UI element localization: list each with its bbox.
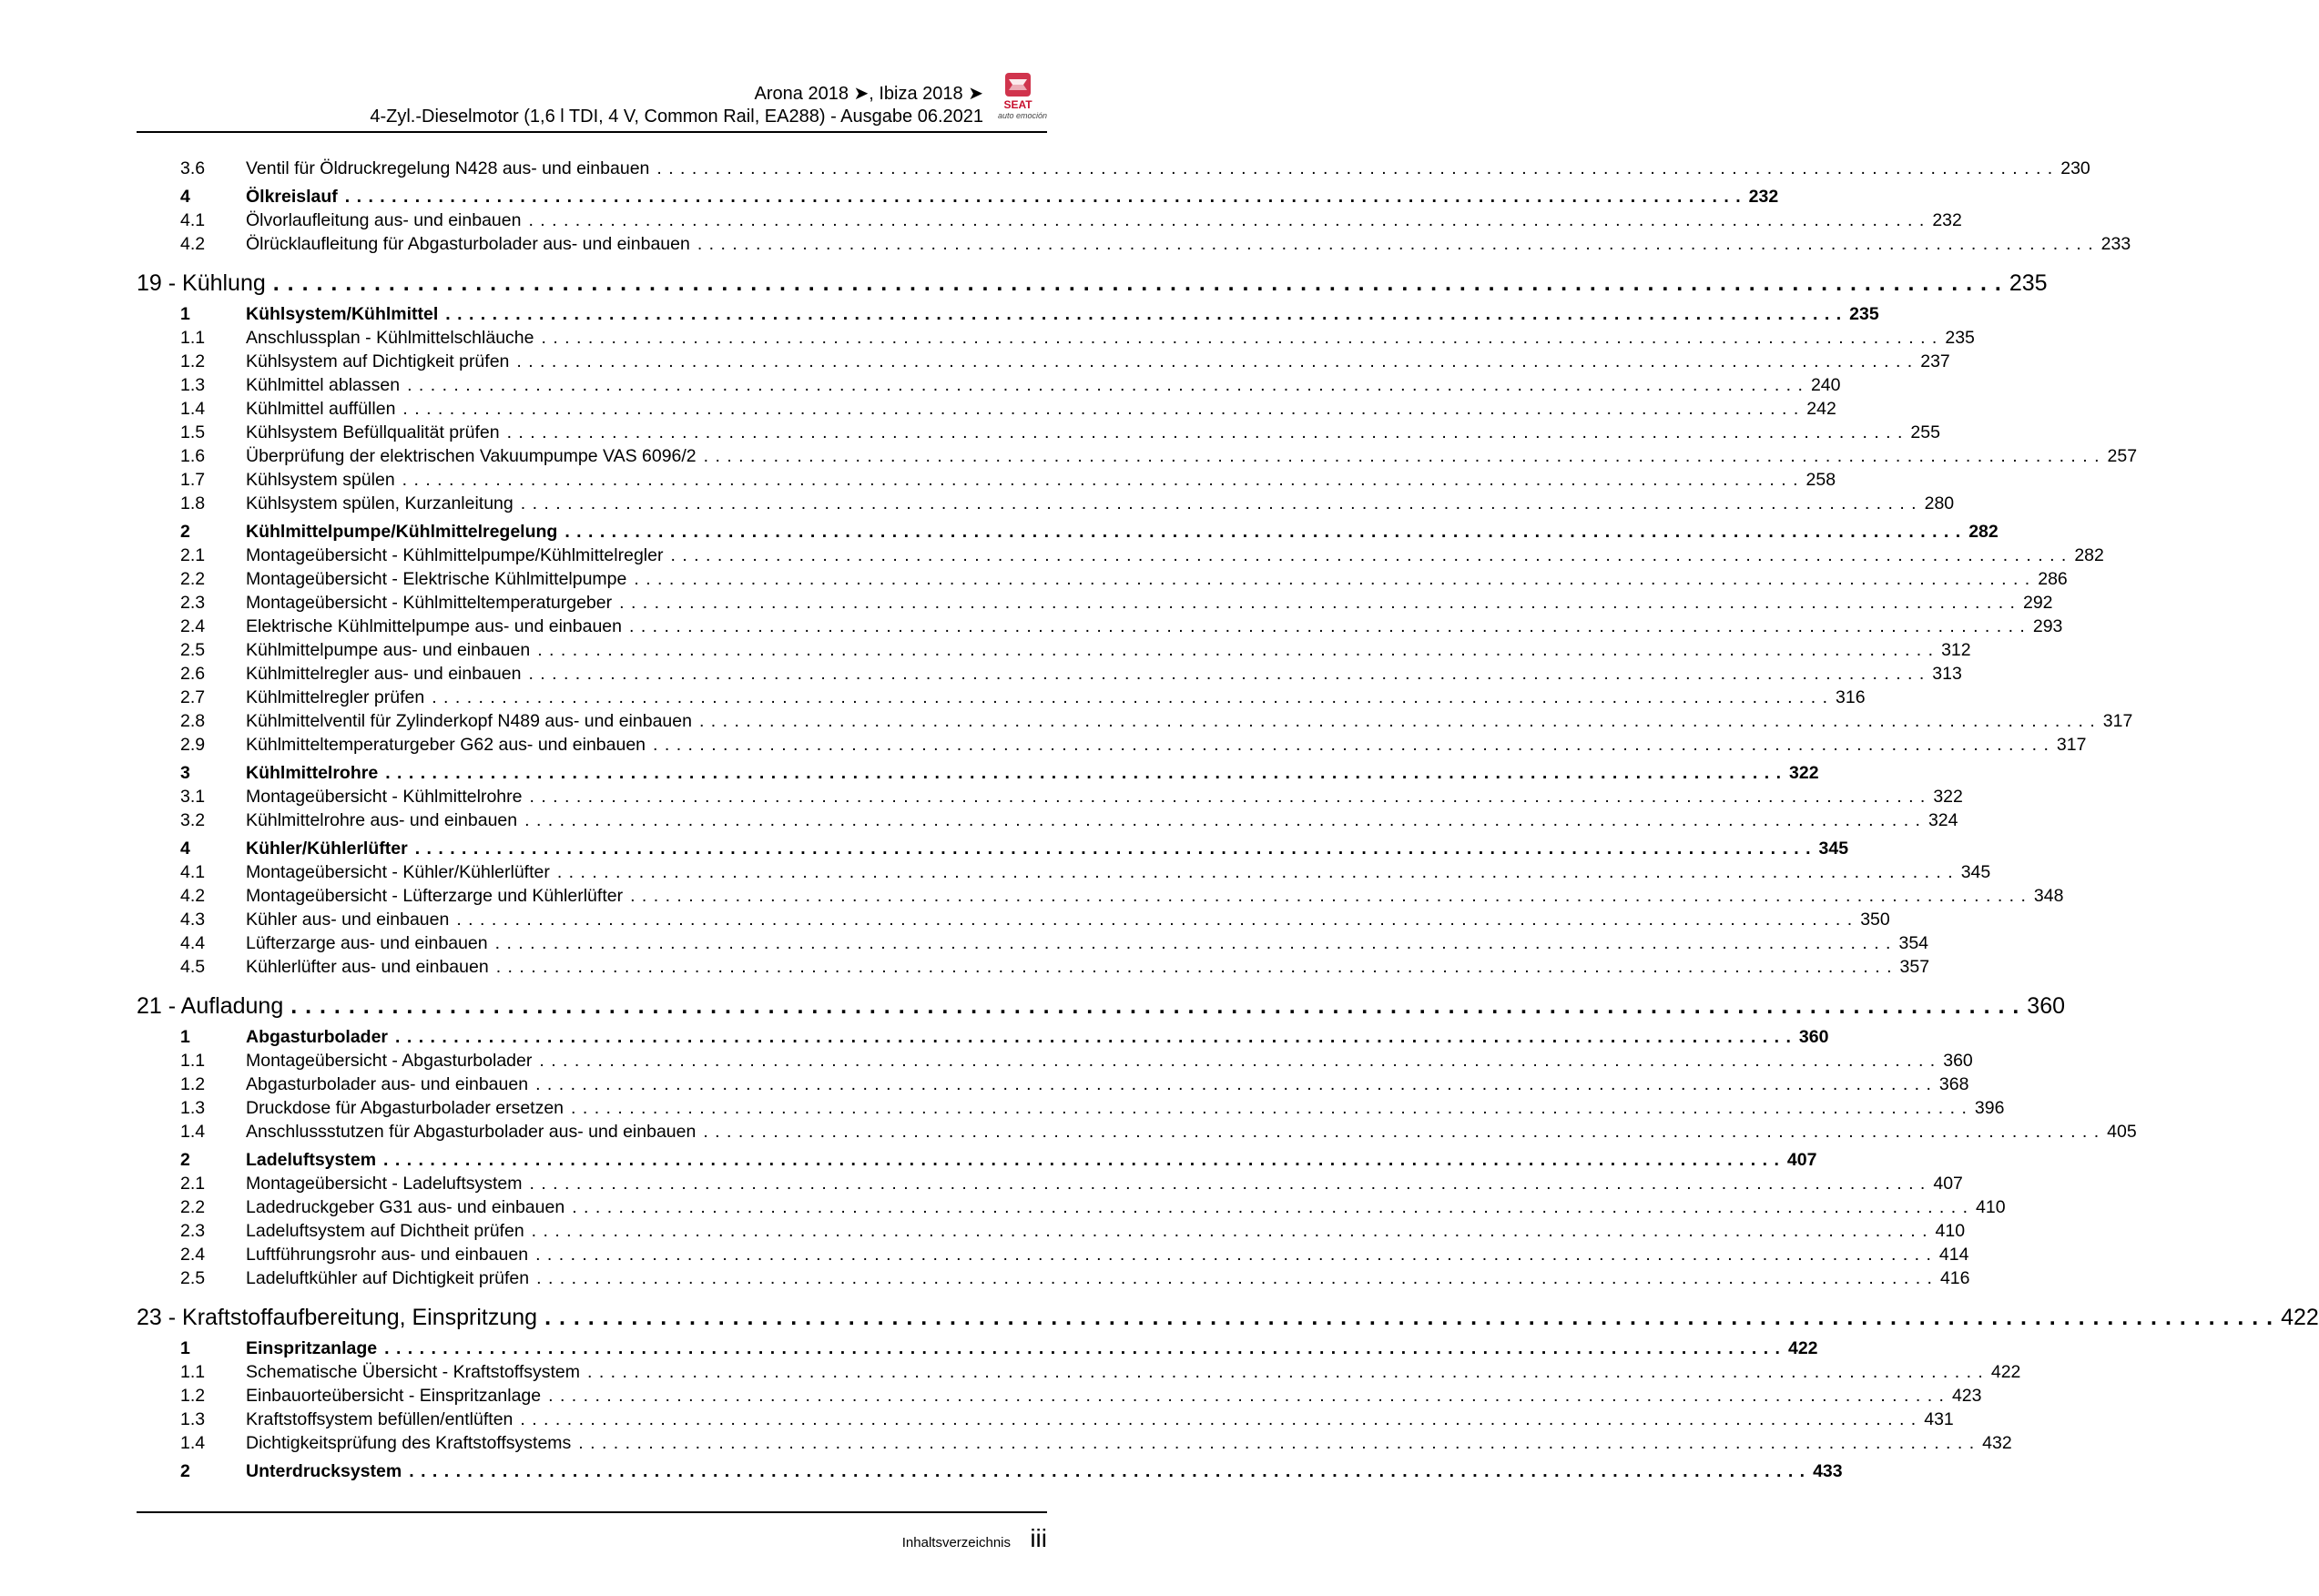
toc-entry-number: 1 xyxy=(180,1338,190,1358)
toc-entry-number: 2.5 xyxy=(180,640,206,660)
toc-entry-page: 282 xyxy=(2074,545,2104,565)
toc-dot-leader: . . . . . . . . . . . . . . . . . . . . . . . . . . . . . . . . . . . . . . . . . . . . . . . . . . . . . . . . . . . . . . . . . . . . . . . . . . . . . . . . . . . . . . . . . . . . . . . . . . . . . . . . . . . . . . . . . . . . . . . . xyxy=(634,569,2031,589)
toc-entry-number: 2 xyxy=(180,522,190,542)
toc-entry-page: 322 xyxy=(1789,763,1819,783)
toc-entry-page: 422 xyxy=(2281,1305,2319,1330)
toc-entry-number: 2.5 xyxy=(180,1268,206,1288)
toc-entry-title: Montageübersicht - Elektrische Kühlmittelpumpe xyxy=(246,569,627,589)
toc-entry-page: 232 xyxy=(1932,210,1962,230)
page-header xyxy=(137,80,1047,133)
toc-entry-number: 4.3 xyxy=(180,910,206,930)
toc-entry-row[interactable] xyxy=(137,1172,1963,1195)
toc-entry-number: 1.6 xyxy=(180,446,206,466)
toc-entry-title: Ventil für Öldruckregelung N428 aus- und einbauen xyxy=(246,158,650,178)
toc-entry-row[interactable] xyxy=(137,373,1841,397)
toc-entry-page: 235 xyxy=(1849,304,1879,324)
toc-entry-title: Montageübersicht - Kühler/Kühlerlüfter xyxy=(246,862,550,882)
toc-entry-number: 4.5 xyxy=(180,957,206,977)
toc-entry-title: Ölrücklaufleitung für Abgasturbolader aus- und einbauen xyxy=(246,234,690,254)
toc-dot-leader: . . . . . . . . . . . . . . . . . . . . . . . . . . . . . . . . . . . . . . . . . . . . . . . . . . . . . . . . . . . . . . . . . . . . . . . . . . . . . . . . . . . . . . . . . . . . . . . . . . . . . . . . . . . . . . . . . . . . . . . . xyxy=(535,1074,1932,1094)
toc-dot-leader: . . . . . . . . . . . . . . . . . . . . . . . . . . . . . . . . . . . . . . . . . . . . . . . . . . . . . . . . . . . . . . . . . . . . . . . . . . . . . . . . . . . . . . . . . . . . . . . . . . . . . . . . . . . . . . . . . . . . . . . . xyxy=(384,1338,1781,1358)
toc-entry-title: Montageübersicht - Abgasturbolader xyxy=(246,1051,533,1071)
toc-entry-number: 1.2 xyxy=(180,351,206,371)
toc-entry-page: 242 xyxy=(1806,399,1836,419)
header-engine: 4-Zyl.-Dieselmotor (1,6 l TDI, 4 V, Common Rail, EA288) - Ausgabe 06.2021 xyxy=(370,107,983,127)
toc-entry-title: Kühlmittelpumpe aus- und einbauen xyxy=(246,640,531,660)
toc-entry-title: Montageübersicht - Kühlmitteltemperaturgeber xyxy=(246,593,613,613)
toc-entry-number: 4.2 xyxy=(180,234,206,254)
toc-entry-title: Kühlmittelregler aus- und einbauen xyxy=(246,664,522,684)
toc-entry-number: 2.4 xyxy=(180,1245,206,1265)
toc-dot-leader: . . . . . . . . . . . . . . . . . . . . . . . . . . . . . . . . . . . . . . . . . . . . . . . . . . . . . . . . . . . . . . . . . . . . . . . . . . . . . . . . . . . . . . . . . . . . . . . . . . . . . . . . . . . . . . . . . . . . . . . . xyxy=(572,1197,1969,1217)
toc-dot-leader: . . . . . . . . . . . . . . . . . . . . . . . . . . . . . . . . . . . . . . . . . . . . . . . . . . . . . . . . . . . . . . . . . . . . . . . . . . . . . . . . . . . . . . . . . . . . . . . . . . . . . . . . . . . . . . . . . . . . . . . . xyxy=(539,1051,1937,1071)
toc-dot-leader: . . . . . . . . . . . . . . . . . . . . . . . . . . . . . . . . . . . . . . . . . . . . . . . . . . . . . . . . . . . . . . . . . . . . . . . . . . . . . . . . . . . . . . . . . . . . . . . . . . . . . . . . . . . . . . . . . . . . . . . . xyxy=(531,1221,1928,1241)
toc-entry-row[interactable] xyxy=(137,492,1955,515)
toc-dot-leader: . . . . . . . . . . . . . . . . . . . . . . . . . . . . . . . . . . . . . . . . . . . . . . . . . . . . . . . . . . . . . . . . . . . . . . . . . . . . . . . . . . . . . . . . . . . . . . . . . . . . . . . . . . . . . . . . . . . . . . . . xyxy=(402,470,1799,490)
toc-dot-leader: . . . . . . . . . . . . . . . . . . . . . . . . . . . . . . . . . . . . . . . . . . . . . . . . . . . . . . . . . . . . . . . . . . . . . . . . . . . . . . . . . . . . . . . . . . . . . . . . . . . . . . . . . . . . . . . . . . . . . . . . xyxy=(564,522,1962,542)
toc-entry-row[interactable] xyxy=(137,1408,1954,1431)
toc-section-row[interactable] xyxy=(137,185,1779,208)
toc-entry-page: 423 xyxy=(1951,1386,1982,1406)
toc-entry-number: 1 xyxy=(180,1027,190,1047)
toc-dot-leader: . . . . . . . . . . . . . . . . . . . . . . . . . . . . . . . . . . . . . . . . . . . . . . . . . . . . . . . . . . . . . . . . . . . . . . . . . . . . . . . . . . . . . . . . . . . . . . . . . . . . . . . . . . . . . . . . . . . . . . . . xyxy=(506,422,1904,442)
toc-entry-page: 292 xyxy=(2022,593,2053,613)
toc-entry-title: Einbauorteübersicht - Einspritzanlage xyxy=(246,1386,542,1406)
toc-dot-leader: . . . . . . . . . . . . . . . . . . . . . . . . . . . . . . . . . . . . . . . . . . . . . . . . . . . . . . . . . . . . . . . . . . . . . . . . . . . . . . . . . . . . . . . . . . . . . . . . . . . . . . . . . . . . . . . . . . . . . . . . xyxy=(520,493,1917,513)
toc-entry-title: Kühlsystem spülen xyxy=(246,470,395,490)
toc-entry-page: 368 xyxy=(1938,1074,1969,1094)
toc-entry-page: 317 xyxy=(2056,735,2087,755)
toc-entry-row[interactable] xyxy=(137,208,1962,232)
toc-entry-number: 2.1 xyxy=(180,545,206,565)
toc-entry-title: Kühler/Kühlerlüfter xyxy=(246,839,408,859)
toc-entry-page: 396 xyxy=(1974,1098,2005,1118)
toc-section-row[interactable] xyxy=(137,302,1879,326)
toc-entry-row[interactable] xyxy=(137,860,1991,884)
toc-entry-title: Montageübersicht - Kühlmittelrohre xyxy=(246,787,523,807)
toc-dot-leader: . . . . . . . . . . . . . . . . . . . . . . . . . . . . . . . . . . . . . . . . . . . . . . . . . . . . . . . . . . . . . . . . . . . . . . . . . . . . . . . . . . . . . . . . . . . . . . . . . . . . . . . . . . . . . . . . . . . . . . . . xyxy=(445,304,1843,324)
toc-entry-page: 312 xyxy=(1941,640,1971,660)
toc-dot-leader: . . . . . . . . . . . . . . . . . . . . . . . . . . . . . . . . . . . . . . . . . . . . . . . . . . . . . . . . . . . . . . . . . . . . . . . . . . . . . . . . . . . . . . . . . . . . . . . . . . . . . . . . . . . . . . . . . . . . . . . . xyxy=(656,158,2054,178)
toc-entry-row[interactable] xyxy=(137,1219,1966,1243)
toc-entry-page: 357 xyxy=(1899,957,1930,977)
toc-entry-page: 233 xyxy=(2100,234,2131,254)
toc-entry-page: 232 xyxy=(1748,187,1779,207)
footer-page-number: iii xyxy=(1030,1524,1047,1552)
toc-entry-number: 1.3 xyxy=(180,1409,206,1429)
toc-entry-title: Kühlsystem Befüllqualität prüfen xyxy=(246,422,500,442)
toc-entry-title: Schematische Übersicht - Kraftstoffsystem xyxy=(246,1362,581,1382)
toc-entry-number: 1.2 xyxy=(180,1386,206,1406)
toc-dot-leader: . . . . . . . . . . . . . . . . . . . . . . . . . . . . . . . . . . . . . . . . . . . . . . . . . . . . . . . . . . . . . . . . . . . . . . . . . . . . . . . . . . . . . . . . . . . . . . . . . . . . . . . . . . . . . . . . . . . . . . . . xyxy=(528,664,1926,684)
toc-entry-title: Ölkreislauf xyxy=(246,187,338,207)
toc-entry-number: 2 xyxy=(180,1461,190,1481)
toc-dot-leader: . . . . . . . . . . . . . . . . . . . . . . . . . . . . . . . . . . . . . . . . . . . . . . . . . . . . . . . . . . . . . . . . . . . . . . . . . . . . . . . . . . . . . . . . . . . . . . . . . . . . . . . . . . . . . . . . . . . . . . . . xyxy=(703,1122,2100,1142)
toc-entry-page: 414 xyxy=(1938,1245,1969,1265)
toc-entry-row[interactable] xyxy=(137,232,2131,256)
toc-dot-leader: . . . . . . . . . . . . . . . . . . . . . . . . . . . . . . . . . . . . . . . . . . . . . . . . . . . . . . . . . . . . . . . . . . . . . . . . . . . . . . . . . . . . . . . . . . . . . . . . . . . . . . . . . . . . . . . . . . . . . . . . xyxy=(402,399,1800,419)
toc-entry-row[interactable] xyxy=(137,1096,2005,1120)
toc-entry-row[interactable] xyxy=(137,421,1940,444)
toc-dot-leader: . . . . . . . . . . . . . . . . . . . . . . . . . . . . . . . . . . . . . . . . . . . . . . . . . . . . . . . . . . . . . . . . . . . . . . . . . . . . . . . . . . . . . . . . . . . . . . . . . . . . . . . . . . . . . . . . . . . . . . . . xyxy=(407,375,1804,395)
toc-entry-title: 19 - Kühlung xyxy=(137,270,266,296)
toc-entry-row[interactable] xyxy=(137,931,1929,955)
toc-entry-page: 410 xyxy=(1935,1221,1966,1241)
toc-dot-leader: . . . . . . . . . . . . . . . . . . . . . . . . . . . . . . . . . . . . . . . . . . . . . . . . . . . . . . . . . . . . . . . . . . . . . . . . . . . . . . . . . . . . . . . . . . . . . . . . . . . . . . . . . . . . . . . . . . . . . . . . xyxy=(432,687,1829,707)
toc-entry-row[interactable] xyxy=(137,1384,1982,1408)
page-footer xyxy=(137,1511,1047,1550)
toc-entry-row[interactable] xyxy=(137,1243,1969,1266)
table-of-contents xyxy=(137,157,2319,1483)
toc-entry-number: 1.8 xyxy=(180,493,206,513)
toc-entry-number: 1.4 xyxy=(180,1122,206,1142)
toc-dot-leader: . . . . . . . . . . . . . . . . . . . . . . . . . . . . . . . . . . . . . . . . . . . . . . . . . . . . . . . . . . . . . . . . . . . . . . . . . . . . . . . . . . . . . . . . . . . . . . . . . . . . . . . . . . . . . . . . . . . . . . . . xyxy=(456,910,1854,930)
toc-entry-page: 282 xyxy=(1968,522,1999,542)
toc-entry-number: 2.2 xyxy=(180,569,206,589)
toc-chapter-row[interactable] xyxy=(137,1303,2319,1332)
toc-entry-page: 317 xyxy=(2102,711,2133,731)
toc-entry-title: Ladeluftsystem xyxy=(246,1150,377,1170)
header-models: Arona 2018 ➤, Ibiza 2018 ➤ xyxy=(754,84,983,104)
toc-entry-number: 4.1 xyxy=(180,210,206,230)
toc-entry-page: 360 xyxy=(2027,993,2066,1019)
seat-logo xyxy=(989,71,1047,124)
toc-entry-title: Kühlsystem spülen, Kurzanleitung xyxy=(246,493,514,513)
toc-entry-title: Montageübersicht - Lüfterzarge und Kühlerlüfter xyxy=(246,886,624,906)
toc-entry-row[interactable] xyxy=(137,955,1930,979)
toc-dot-leader: . . . . . . . . . . . . . . . . . . . . . . . . . . . . . . . . . . . . . . . . . . . . . . . . . . . . . . . . . . . . . . . . . . . . . . . . . . . . . . . . . . . . . . . . . . . . . . . . . . . . . . . . . . . . . . . . . . . . . . . . xyxy=(556,862,1954,882)
toc-entry-row[interactable] xyxy=(137,468,1836,492)
toc-entry-number: 3.6 xyxy=(180,158,206,178)
toc-entry-number: 3 xyxy=(180,763,190,783)
toc-dot-leader: . . . . . . . . . . . . . . . . . . . . . . . . . . . . . . . . . . . . . . . . . . . . . . . . . . . . . . . . . . . . . . . . . . . . . . . . . . . . . . . . . . . . . . . . . . . . . . . . . . . . . . . . . . . . . . . . . . . . . . . . xyxy=(698,711,2096,731)
toc-dot-leader: . . . . . . . . . . . . . . . . . . . . . . . . . . . . . . . . . . . . . . . . . . . . . . . . . . . . . . . . . . . . . . . . . . . . . . . . . . . . . . . . . . . . . . . . . . . . . . . . . . . . . . . . . . . . . . . . . . . . . . . . xyxy=(495,957,1893,977)
toc-entry-row[interactable] xyxy=(137,157,2090,180)
toc-entry-title: Einspritzanlage xyxy=(246,1338,378,1358)
toc-entry-number: 2.6 xyxy=(180,664,206,684)
toc-entry-page: 432 xyxy=(1982,1433,2012,1453)
toc-entry-number: 1 xyxy=(180,304,190,324)
toc-entry-title: Kühler aus- und einbauen xyxy=(246,910,450,930)
toc-entry-page: 293 xyxy=(2032,616,2063,636)
toc-entry-page: 240 xyxy=(1810,375,1841,395)
toc-entry-number: 2.2 xyxy=(180,1197,206,1217)
toc-dot-leader: . . . . . . . . . . . . . . . . . . . . . . . . . . . . . . . . . . . . . . . . . . . . . . . . . . . . . . . . . . . . . . . . . . . . . . . . . . . . . . . . . . . . . . . . . . . . . . . . . . . . . . . . . . . . . . . . . . . . . . . . xyxy=(630,886,2027,906)
toc-entry-title: Kühlmittelventil für Zylinderkopf N489 aus- und einbauen xyxy=(246,711,692,731)
toc-dot-leader: . . . . . . . . . . . . . . . . . . . . . . . . . . . . . . . . . . . . . . . . . . . . . . . . . . . . . . . . . . . . . . . . . . . . . . . . . . . . . . . . . . . . . . . . . . . . . . . . . . . . . . . . . . . . . . . . . . . . . . . . xyxy=(536,1268,1933,1288)
toc-dot-leader: . . . . . . . . . . . . . . . . . . . . . . . . . . . . . . . . . . . . . . . . . . . . . . . . . . . . . . . . . . . . . . . . . . . . . . . . . . . . . . . . . . . . . . . . . . . . . . . . . . . . . . . . . . . . . . . . . . . . . . . . xyxy=(520,1409,1917,1429)
toc-entry-title: Ladeluftsystem auf Dichtheit prüfen xyxy=(246,1221,524,1241)
toc-entry-row[interactable] xyxy=(137,1120,2137,1144)
toc-entry-row[interactable] xyxy=(137,326,1975,350)
toc-entry-row[interactable] xyxy=(137,808,1958,832)
toc-entry-title: Montageübersicht - Kühlmittelpumpe/Kühlmittelregler xyxy=(246,545,664,565)
toc-dot-leader: . . . . . . . . . . . . . . . . . . . . . . . . . . . . . . . . . . . . . . . . . . . . . . . . . . . . . . . . . . . . . . . . . . . . . . . . . . . . . . . . . . . . . . . . . . . . . . . . . . . . . . . . . . . . . . . . . . . . . . . . xyxy=(529,787,1927,807)
toc-entry-row[interactable] xyxy=(137,544,2104,567)
toc-entry-number: 1.1 xyxy=(180,328,206,348)
toc-section-row[interactable] xyxy=(137,1148,1817,1172)
toc-entry-title: Elektrische Kühlmittelpumpe aus- und einbauen xyxy=(246,616,622,636)
toc-dot-leader: . . . . . . . . . . . . . . . . . . . . . . . . . . . . . . . . . . . . . . . . . . . . . . . . . . . . . . . . . . . . . . . . . . . . . . . . . . . . . . . . . . . . . . . . . . . . . . . . . . . . . . . . . . . . . . . . . . . . . . . . xyxy=(383,1150,1780,1170)
toc-entry-page: 316 xyxy=(1836,687,1866,707)
toc-dot-leader: . . . . . . . . . . . . . . . . . . . . . . . . . . . . . . . . . . . . . . . . . . . . . . . . . . . . . . . . . . . . . . . . . . . . . . . . . . . . . . . . . . . . . . . . . . . . . . . . . . . . . . . . . . . . . . . . . . . . . . . . xyxy=(516,351,1914,371)
toc-dot-leader: . . . . . . . . . . . . . . . . . . . . . . . . . . . . . . . . . . . . . . . . . . . . . . . . . . . . . . . . . . . . . . . . . . . . . . . . . . . . . . . . . . . . . . . . . . . . . . . . . . . . . . . . . . . . . . . . . . . . . . . . xyxy=(414,839,1812,859)
toc-entry-page: 286 xyxy=(2038,569,2068,589)
toc-dot-leader: . . . . . . . . . . . . . . . . . . . . . . . . . . . . . . . . . . . . . . . . . . . . . . . . . . . . . . . . . . . . . . . . . . . . . . . . . . . . . . . . . . . . . . . . . . . . . . . . . . . . . . . . . . . . . . . . . . . . . . . . xyxy=(524,810,1921,830)
toc-entry-page: 255 xyxy=(1910,422,1940,442)
toc-entry-page: 407 xyxy=(1786,1150,1817,1170)
toc-entry-number: 2 xyxy=(180,1150,190,1170)
toc-entry-title: Kühlmittelrohre aus- und einbauen xyxy=(246,810,518,830)
toc-entry-row[interactable] xyxy=(137,1266,1970,1290)
toc-entry-title: Abgasturbolader aus- und einbauen xyxy=(246,1074,529,1094)
toc-dot-leader: . . . . . . . . . . . . . . . . . . . . . . . . . . . . . . . . . . . . . . . . . . . . . . . . . . . . . . . . . . . . . . . . . . . . . . . . . . . . . . . . . . . . . . . . . . . . . . . . . . . . . . . . . . . . . . . . . . . . . . . . xyxy=(494,933,1892,953)
toc-entry-page: 360 xyxy=(1798,1027,1829,1047)
toc-entry-title: Anschlussplan - Kühlmittelschläuche xyxy=(246,328,534,348)
toc-entry-number: 2.3 xyxy=(180,593,206,613)
toc-entry-title: Kühlmittelpumpe/Kühlmittelregelung xyxy=(246,522,558,542)
toc-chapter-row[interactable] xyxy=(137,269,2048,298)
toc-entry-row[interactable] xyxy=(137,1195,2006,1219)
toc-entry-page: 230 xyxy=(2060,158,2090,178)
toc-entry-row[interactable] xyxy=(137,733,2087,757)
toc-entry-title: Kühlmittelrohre xyxy=(246,763,379,783)
toc-dot-leader: . . . . . . . . . . . . . . . . . . . . . . . . . . . . . . . . . . . . . . . . . . . . . . . . . . . . . . . . . . . . . . . . . . . . . . . . . . . . . . . . . . . . . . . . . . . . . . . . . . . . . . . . . . . . . . . . . . . . . . . . xyxy=(385,763,1783,783)
toc-entry-number: 4 xyxy=(180,187,190,207)
toc-dot-leader: . . . . . . . . . . . . . . . . . . . . . . . . . . . . . . . . . . . . . . . . . . . . . . . . . . . . . . . . . . . . . . . . . . . . . . . . . . . . . . . . . . . . . . . . . . . . . . . . . . . . . . . . . . . . . . . . . . . . . . . . xyxy=(409,1461,1806,1481)
toc-entry-row[interactable] xyxy=(137,908,1890,931)
toc-entry-page: 405 xyxy=(2107,1122,2137,1142)
toc-entry-page: 313 xyxy=(1932,664,1962,684)
toc-entry-number: 1.1 xyxy=(180,1362,206,1382)
toc-entry-row[interactable] xyxy=(137,1360,2021,1384)
toc-entry-number: 3.1 xyxy=(180,787,206,807)
footer-section-label: Inhaltsverzeichnis xyxy=(901,1535,1011,1550)
toc-entry-row[interactable] xyxy=(137,709,2133,733)
toc-entry-title: Ölvorlaufleitung aus- und einbauen xyxy=(246,210,522,230)
toc-dot-leader: . . . . . . . . . . . . . . . . . . . . . . . . . . . . . . . . . . . . . . . . . . . . . . . . . . . . . . . . . . . . . . . . . . . . . . . . . . . . . . . . . . . . . . . . . . . . . . . . . . . . . . . . . . . . . . . . . . . . . . . . xyxy=(395,1027,1792,1047)
toc-entry-row[interactable] xyxy=(137,615,2063,638)
toc-entry-page: 345 xyxy=(1960,862,1991,882)
toc-entry-page: 237 xyxy=(1920,351,1950,371)
toc-entry-title: Montageübersicht - Ladeluftsystem xyxy=(246,1174,523,1194)
toc-entry-row[interactable] xyxy=(137,397,1836,421)
toc-entry-number: 1.3 xyxy=(180,375,206,395)
toc-entry-number: 1.4 xyxy=(180,1433,206,1453)
toc-entry-page: 422 xyxy=(1787,1338,1818,1358)
toc-entry-title: Druckdose für Abgasturbolader ersetzen xyxy=(246,1098,564,1118)
toc-entry-title: Abgasturbolader xyxy=(246,1027,389,1047)
toc-dot-leader: . . . . . . . . . . . . . . . . . . . . . . . . . . . . . . . . . . . . . . . . . . . . . . . . . . . . . . . . . . . . . . . . . . . . . . . . . . . . . . . . . . . . . . . . . . . . . . . . . . . . . . . . . . . . . . . . . . . . . . . . xyxy=(619,593,2016,613)
toc-entry-row[interactable] xyxy=(137,662,1962,686)
toc-entry-page: 422 xyxy=(1990,1362,2021,1382)
toc-entry-page: 416 xyxy=(1939,1268,1970,1288)
toc-dot-leader: . . . . . . . . . . . . . . . . . . . . . . . . . . . . . . . . . . . . . . . . . . . . . . . . . . . . . . . . . . . . . . . . . . . . . . . . . . . . . . . . . . . . . . . . . . . . . . . . . . . . . . . . . . . . . . . . . . . . . . . . xyxy=(670,545,2068,565)
toc-entry-number: 2.9 xyxy=(180,735,206,755)
toc-entry-number: 4.1 xyxy=(180,862,206,882)
toc-section-row[interactable] xyxy=(137,1337,1818,1360)
toc-entry-title: Kühlmittelregler prüfen xyxy=(246,687,425,707)
toc-entry-title: Lüfterzarge aus- und einbauen xyxy=(246,933,488,953)
toc-entry-number: 4.4 xyxy=(180,933,206,953)
toc-section-row[interactable] xyxy=(137,1025,1829,1049)
toc-entry-number: 2.1 xyxy=(180,1174,206,1194)
toc-dot-leader: . . . . . . . . . . . . . . . . . . . . . . . . . . . . . . . . . . . . . . . . . . . . . . . . . . . . . . . . . . . . . . . . . . . . . . . . . . . . . . . . . . . . . . . . . . . . . . . . . . . . . . . . . . . . . . . . . . . . . . . . xyxy=(537,640,1935,660)
toc-entry-title: Kraftstoffsystem befüllen/entlüften xyxy=(246,1409,514,1429)
toc-entry-title: Ladedruckgeber G31 aus- und einbauen xyxy=(246,1197,565,1217)
logo-tagline: auto emoción xyxy=(997,111,1047,120)
toc-entry-row[interactable] xyxy=(137,1431,2012,1455)
toc-entry-page: 433 xyxy=(1813,1461,1843,1481)
toc-entry-title: Anschlussstutzen für Abgasturbolader aus- und einbauen xyxy=(246,1122,697,1142)
toc-entry-row[interactable] xyxy=(137,444,2138,468)
toc-dot-leader: . . . . . . . . . . . . . . . . . . . . . . . . . . . . . . . . . . . . . . . . . . . . . . . . . . . . . . . . . . . . . . . . . . . . . . . . . . . . . . . . . . . . . . . . . . . . . . . . . . . . . . . . . . . . . . . . . . . . . . . . xyxy=(697,234,2094,254)
toc-entry-page: 257 xyxy=(2107,446,2138,466)
toc-entry-number: 3.2 xyxy=(180,810,206,830)
toc-section-row[interactable] xyxy=(137,520,1999,544)
toc-entry-page: 348 xyxy=(2033,886,2064,906)
toc-dot-leader: . . . . . . . . . . . . . . . . . . . . . . . . . . . . . . . . . . . . . . . . . . . . . . . . . . . . . . . . . . . . . . . . . . . . . . . . . . . . . . . . . . . . . . . . . . . . . . . . . . . . . . . . . . . . . . . . . . . . . . . . xyxy=(653,735,2049,755)
toc-dot-leader: . . . . . . . . . . . . . . . . . . . . . . . . . . . . . . . . . . . . . . . . . . . . . . . . . . . . . . . . . . . . . . . . . . . . . . . . . . . . . . . . . . . . . . . . . . . . . . . . . . . . . . . . . . . . . . . . . . . . . . . . xyxy=(548,1386,1945,1406)
toc-dot-leader: . . . . . . . . . . . . . . . . . . . . . . . . . . . . . . . . . . . . . . . . . . . . . . . . . . . . . . . . . . . . . . . . . . . . . . . . . . . . . . . . . . . . . . . . . . . . . . . . . . . . . . . . . . . . . . . . . . . . . . . . xyxy=(629,616,2026,636)
toc-entry-page: 235 xyxy=(1945,328,1975,348)
toc-entry-title: 23 - Kraftstoffaufbereitung, Einspritzung xyxy=(137,1305,538,1330)
toc-entry-title: Kühlsystem auf Dichtigkeit prüfen xyxy=(246,351,510,371)
toc-entry-title: Kühlmittel auffüllen xyxy=(246,399,396,419)
toc-dot-leader: . . . . . . . . . . . . . . . . . . . . . . . . . . . . . . . . . . . . . . . . . . . . . . . . . . . . . . . . . . . . . . . . . . . . . . . . . . . . . . . . . . . . . . . . . . . . . . . . . . . . . . . . . . . . . . . . . . . . . . . . xyxy=(529,1174,1927,1194)
toc-dot-leader: . . . . . . . . . . . . . . . . . . . . . . . . . . . . . . . . . . . . . . . . . . . . . . . . . . . . . . . . . . . . . . . . . . . . . . . . . . . . . . . . . . . . . . . . . . . . . . . . . . . . . . . . . . . . . . . . . . . . . . . . xyxy=(272,270,2002,296)
toc-entry-page: 360 xyxy=(1943,1051,1973,1071)
toc-entry-page: 407 xyxy=(1933,1174,1963,1194)
toc-dot-leader: . . . . . . . . . . . . . . . . . . . . . . . . . . . . . . . . . . . . . . . . . . . . . . . . . . . . . . . . . . . . . . . . . . . . . . . . . . . . . . . . . . . . . . . . . . . . . . . . . . . . . . . . . . . . . . . . . . . . . . . . xyxy=(535,1245,1932,1265)
toc-entry-row[interactable] xyxy=(137,1072,1969,1096)
toc-entry-page: 258 xyxy=(1805,470,1836,490)
toc-entry-page: 354 xyxy=(1898,933,1929,953)
toc-entry-number: 1.2 xyxy=(180,1074,206,1094)
toc-dot-leader: . . . . . . . . . . . . . . . . . . . . . . . . . . . . . . . . . . . . . . . . . . . . . . . . . . . . . . . . . . . . . . . . . . . . . . . . . . . . . . . . . . . . . . . . . . . . . . . . . . . . . . . . . . . . . . . . . . . . . . . . xyxy=(578,1433,1976,1453)
toc-dot-leader: . . . . . . . . . . . . . . . . . . . . . . . . . . . . . . . . . . . . . . . . . . . . . . . . . . . . . . . . . . . . . . . . . . . . . . . . . . . . . . . . . . . . . . . . . . . . . . . . . . . . . . . . . . . . . . . . . . . . . . . . xyxy=(587,1362,1984,1382)
toc-entry-page: 345 xyxy=(1818,839,1849,859)
toc-entry-row[interactable] xyxy=(137,686,1866,709)
logo-wordmark: SEAT xyxy=(1003,98,1032,111)
toc-entry-title: Kühlmitteltemperaturgeber G62 aus- und einbauen xyxy=(246,735,646,755)
toc-entry-number: 4.2 xyxy=(180,886,206,906)
toc-section-row[interactable] xyxy=(137,837,1849,860)
toc-dot-leader: . . . . . . . . . . . . . . . . . . . . . . . . . . . . . . . . . . . . . . . . . . . . . . . . . . . . . . . . . . . . . . . . . . . . . . . . . . . . . . . . . . . . . . . . . . . . . . . . . . . . . . . . . . . . . . . . . . . . . . . . xyxy=(541,328,1938,348)
toc-entry-title: Überprüfung der elektrischen Vakuumpumpe VAS 6096/2 xyxy=(246,446,697,466)
toc-entry-title: 21 - Aufladung xyxy=(137,993,284,1019)
toc-entry-row[interactable] xyxy=(137,884,2064,908)
toc-dot-leader: . . . . . . . . . . . . . . . . . . . . . . . . . . . . . . . . . . . . . . . . . . . . . . . . . . . . . . . . . . . . . . . . . . . . . . . . . . . . . . . . . . . . . . . . . . . . . . . . . . . . . . . . . . . . . . . . . . . . . . . . xyxy=(703,446,2100,466)
toc-entry-number: 1.4 xyxy=(180,399,206,419)
toc-entry-number: 1.1 xyxy=(180,1051,206,1071)
toc-entry-page: 410 xyxy=(1976,1197,2006,1217)
toc-dot-leader: . . . . . . . . . . . . . . . . . . . . . . . . . . . . . . . . . . . . . . . . . . . . . . . . . . . . . . . . . . . . . . . . . . . . . . . . . . . . . . . . . . . . . . . . . . . . . . . . . . . . . . . . . . . . . . . . . . . . . . . . xyxy=(544,1305,2274,1330)
toc-dot-leader: . . . . . . . . . . . . . . . . . . . . . . . . . . . . . . . . . . . . . . . . . . . . . . . . . . . . . . . . . . . . . . . . . . . . . . . . . . . . . . . . . . . . . . . . . . . . . . . . . . . . . . . . . . . . . . . . . . . . . . . . xyxy=(528,210,1926,230)
toc-entry-number: 2.3 xyxy=(180,1221,206,1241)
toc-section-row[interactable] xyxy=(137,761,1819,785)
toc-chapter-row[interactable] xyxy=(137,991,2066,1021)
toc-entry-row[interactable] xyxy=(137,350,1950,373)
toc-entry-number: 2.7 xyxy=(180,687,206,707)
toc-entry-page: 235 xyxy=(2009,270,2048,296)
toc-entry-number: 4 xyxy=(180,839,190,859)
toc-entry-title: Luftführungsrohr aus- und einbauen xyxy=(246,1245,529,1265)
toc-entry-title: Ladeluftkühler auf Dichtigkeit prüfen xyxy=(246,1268,530,1288)
toc-entry-number: 1.3 xyxy=(180,1098,206,1118)
toc-entry-page: 350 xyxy=(1860,910,1890,930)
toc-entry-title: Dichtigkeitsprüfung des Kraftstoffsystems xyxy=(246,1433,572,1453)
toc-entry-title: Kühlerlüfter aus- und einbauen xyxy=(246,957,489,977)
toc-dot-leader: . . . . . . . . . . . . . . . . . . . . . . . . . . . . . . . . . . . . . . . . . . . . . . . . . . . . . . . . . . . . . . . . . . . . . . . . . . . . . . . . . . . . . . . . . . . . . . . . . . . . . . . . . . . . . . . . . . . . . . . . xyxy=(571,1098,1968,1118)
toc-entry-row[interactable] xyxy=(137,785,1963,808)
toc-entry-number: 1.7 xyxy=(180,470,206,490)
toc-dot-leader: . . . . . . . . . . . . . . . . . . . . . . . . . . . . . . . . . . . . . . . . . . . . . . . . . . . . . . . . . . . . . . . . . . . . . . . . . . . . . . . . . . . . . . . . . . . . . . . . . . . . . . . . . . . . . . . . . . . . . . . . xyxy=(344,187,1742,207)
toc-entry-title: Kühlmittel ablassen xyxy=(246,375,401,395)
toc-entry-title: Unterdrucksystem xyxy=(246,1461,402,1481)
toc-entry-row[interactable] xyxy=(137,638,1971,662)
toc-dot-leader: . . . . . . . . . . . . . . . . . . . . . . . . . . . . . . . . . . . . . . . . . . . . . . . . . . . . . . . . . . . . . . . . . . . . . . . . . . . . . . . . . . . . . . . . . . . . . . . . . . . . . . . . . . . . . . . . . . . . . . . . xyxy=(290,993,2020,1019)
toc-entry-number: 2.8 xyxy=(180,711,206,731)
toc-entry-page: 280 xyxy=(1924,493,1955,513)
toc-entry-page: 324 xyxy=(1927,810,1958,830)
toc-entry-number: 1.5 xyxy=(180,422,206,442)
toc-entry-number: 2.4 xyxy=(180,616,206,636)
toc-entry-row[interactable] xyxy=(137,1049,1973,1072)
toc-entry-page: 431 xyxy=(1924,1409,1954,1429)
toc-entry-row[interactable] xyxy=(137,567,2068,591)
toc-entry-row[interactable] xyxy=(137,591,2053,615)
toc-entry-page: 322 xyxy=(1933,787,1963,807)
toc-entry-title: Kühlsystem/Kühlmittel xyxy=(246,304,439,324)
toc-section-row[interactable] xyxy=(137,1459,1843,1483)
